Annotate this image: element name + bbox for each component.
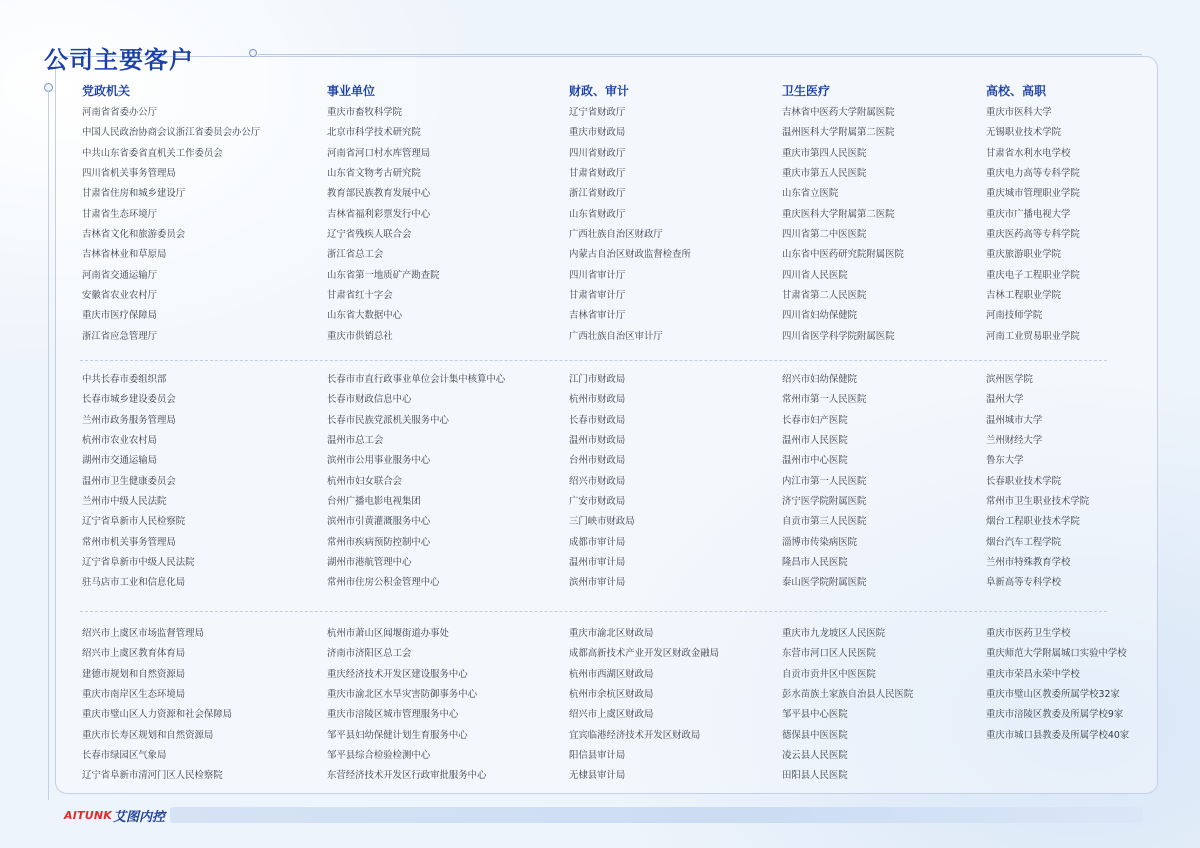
client-list-healthcare-2 bbox=[782, 370, 866, 594]
client-item: 广安市财政局 bbox=[569, 496, 626, 508]
client-item: 辽宁省残疾人联合会 bbox=[327, 229, 412, 241]
title-line-dot bbox=[249, 49, 257, 57]
client-item: 温州医科大学附属第二医院 bbox=[782, 127, 895, 139]
client-item: 邹平县妇幼保健计划生育服务中心 bbox=[327, 729, 468, 741]
client-list-finance-audit-1 bbox=[569, 103, 691, 347]
client-item: 自贡市贡井区中医医院 bbox=[782, 668, 876, 680]
client-list-party-government-1 bbox=[82, 103, 260, 347]
client-item: 济宁医学院附属医院 bbox=[782, 496, 867, 508]
client-item: 甘肃省审计厅 bbox=[569, 290, 626, 302]
column-header-healthcare: 卫生医疗 bbox=[782, 84, 831, 98]
client-item: 重庆市第五人民医院 bbox=[782, 168, 867, 180]
client-item: 济南市济阳区总工会 bbox=[327, 648, 412, 660]
page-title: 公司主要客户 bbox=[44, 46, 194, 74]
client-item: 安徽省农业农村厅 bbox=[82, 290, 158, 302]
client-item: 重庆经济技术开发区建设服务中心 bbox=[327, 668, 468, 680]
client-item: 河南省交通运输厅 bbox=[82, 269, 158, 281]
client-item: 甘肃省住房和城乡建设厅 bbox=[82, 188, 186, 200]
client-item: 台州广播电影电视集团 bbox=[327, 496, 421, 508]
client-item: 甘肃省水利水电学校 bbox=[986, 147, 1071, 159]
client-item: 三门峡市财政局 bbox=[569, 516, 635, 528]
client-item: 杭州市财政局 bbox=[569, 394, 626, 406]
client-item: 长春职业技术学院 bbox=[986, 475, 1062, 487]
client-item: 建德市规划和自然资源局 bbox=[82, 668, 186, 680]
client-item: 湖州市港航管理中心 bbox=[327, 557, 412, 569]
client-item: 烟台工程职业技术学院 bbox=[986, 516, 1080, 528]
client-item: 重庆医药高等专科学院 bbox=[986, 229, 1080, 241]
client-item: 烟台汽车工程学院 bbox=[986, 536, 1062, 548]
client-item: 辽宁省阜新市中级人民法院 bbox=[82, 557, 195, 569]
client-item: 辽宁省阜新市清河门区人民检察院 bbox=[82, 770, 223, 782]
client-item: 田阳县人民医院 bbox=[782, 770, 848, 782]
client-item: 山东省第一地质矿产勘查院 bbox=[327, 269, 440, 281]
client-item: 重庆市涪陵区城市管理服务中心 bbox=[327, 709, 459, 721]
client-item: 成都高新技术产业开发区财政金融局 bbox=[569, 648, 720, 660]
client-item: 重庆市渝北区水旱灾害防御事务中心 bbox=[327, 689, 478, 701]
client-item: 常州市卫生职业技术学院 bbox=[986, 496, 1090, 508]
client-item: 重庆市医疗保障局 bbox=[82, 310, 158, 322]
client-item: 重庆市涪陵区教委及所属学校9家 bbox=[986, 709, 1124, 721]
company-logo bbox=[64, 805, 165, 825]
client-item: 甘肃省生态环境厅 bbox=[82, 208, 158, 220]
client-item: 阜新高等专科学校 bbox=[986, 577, 1062, 589]
client-item: 重庆市医药卫生学校 bbox=[986, 628, 1071, 639]
side-decor-line bbox=[48, 90, 49, 800]
client-item: 山东省文物考古研究院 bbox=[327, 168, 421, 180]
client-item: 长春市城乡建设委员会 bbox=[82, 394, 176, 406]
client-item: 重庆市长寿区规划和自然资源局 bbox=[82, 729, 214, 741]
client-item: 杭州市萧山区闻堰街道办事处 bbox=[327, 628, 449, 639]
client-item: 成都市审计局 bbox=[569, 536, 626, 548]
client-item: 温州市总工会 bbox=[327, 435, 384, 447]
client-list-party-government-3 bbox=[82, 624, 232, 787]
client-item: 河南技师学院 bbox=[986, 310, 1043, 322]
client-item: 重庆市第四人民医院 bbox=[782, 147, 867, 159]
client-item: 广西壮族自治区财政厅 bbox=[569, 229, 663, 241]
client-item: 广西壮族自治区审计厅 bbox=[569, 330, 663, 342]
client-item: 吉林省福利彩票发行中心 bbox=[327, 208, 431, 220]
client-item: 吉林省中医药大学附属医院 bbox=[782, 107, 895, 118]
client-item: 长春市财政局 bbox=[569, 414, 626, 426]
client-list-public-institutions-3 bbox=[327, 624, 486, 787]
client-item: 长春市民族党派机关服务中心 bbox=[327, 414, 449, 426]
client-item: 四川省第二中医医院 bbox=[782, 229, 867, 241]
column-header-colleges: 高校、高职 bbox=[986, 84, 1047, 98]
client-item: 常州市机关事务管理局 bbox=[82, 536, 176, 548]
client-item: 无棣县审计局 bbox=[569, 770, 626, 782]
client-item: 自贡市第三人民医院 bbox=[782, 516, 867, 528]
client-item: 重庆市南岸区生态环境局 bbox=[82, 689, 186, 701]
client-item: 内蒙古自治区财政监督检查所 bbox=[569, 249, 691, 261]
client-item: 内江市第一人民医院 bbox=[782, 475, 867, 487]
client-item: 凌云县人民医院 bbox=[782, 750, 848, 762]
client-item: 淄博市传染病医院 bbox=[782, 536, 858, 548]
client-item: 北京市科学技术研究院 bbox=[327, 127, 421, 139]
client-item: 长春市妇产医院 bbox=[782, 414, 848, 426]
client-item: 兰州市中级人民法院 bbox=[82, 496, 167, 508]
column-header-party-government: 党政机关 bbox=[82, 84, 131, 98]
client-item: 滨州市审计局 bbox=[569, 577, 626, 589]
client-item: 河南省河口村水库管理局 bbox=[327, 147, 431, 159]
client-item: 重庆师范大学附属城口实验中学校 bbox=[986, 648, 1127, 660]
group-divider-2 bbox=[80, 611, 1107, 612]
client-item: 温州城市大学 bbox=[986, 414, 1043, 426]
client-item: 四川省机关事务管理局 bbox=[82, 168, 176, 180]
client-item: 常州市疾病预防控制中心 bbox=[327, 536, 431, 548]
client-item: 重庆市供销总社 bbox=[327, 330, 393, 342]
title-divider-line bbox=[258, 54, 1142, 55]
client-item: 宜宾临港经济技术开发区财政局 bbox=[569, 729, 701, 741]
client-item: 重庆市城口县教委及所属学校40家 bbox=[986, 729, 1130, 741]
client-item: 中共长春市委组织部 bbox=[82, 374, 167, 385]
client-list-healthcare-3 bbox=[782, 624, 913, 787]
client-item: 中国人民政治协商会议浙江省委员会办公厅 bbox=[82, 127, 261, 139]
column-header-public-institutions: 事业单位 bbox=[327, 84, 376, 98]
client-list-colleges-2 bbox=[986, 370, 1089, 594]
client-item: 东营经济技术开发区行政审批服务中心 bbox=[327, 770, 487, 782]
client-item: 温州市审计局 bbox=[569, 557, 626, 569]
client-list-public-institutions-2 bbox=[327, 370, 505, 594]
client-item: 河南工业贸易职业学院 bbox=[986, 330, 1080, 342]
footer-band bbox=[170, 807, 1143, 823]
client-item: 重庆市财政局 bbox=[569, 127, 626, 139]
client-item: 泰山医学院附属医院 bbox=[782, 577, 867, 589]
client-item: 吉林省文化和旅游委员会 bbox=[82, 229, 186, 241]
logo-text-en: AITUNK bbox=[64, 808, 112, 822]
client-item: 重庆医科大学附属第二医院 bbox=[782, 208, 895, 220]
client-item: 浙江省总工会 bbox=[327, 249, 384, 261]
client-item: 绍兴市上虞区市场监督管理局 bbox=[82, 628, 204, 639]
client-item: 兰州市特殊教育学校 bbox=[986, 557, 1071, 569]
client-list-finance-audit-2 bbox=[569, 370, 635, 594]
client-item: 温州市财政局 bbox=[569, 435, 626, 447]
client-item: 吉林工程职业学院 bbox=[986, 290, 1062, 302]
client-item: 重庆市畜牧科学院 bbox=[327, 107, 403, 118]
client-item: 吉林省林业和草原局 bbox=[82, 249, 167, 261]
client-item: 驻马店市工业和信息化局 bbox=[82, 577, 186, 589]
client-item: 绍兴市妇幼保健院 bbox=[782, 374, 858, 385]
logo-text-cn: 艾图内控 bbox=[112, 809, 165, 825]
column-header-finance-audit: 财政、审计 bbox=[569, 84, 630, 98]
client-item: 浙江省财政厅 bbox=[569, 188, 626, 200]
client-item: 滨州市引黄灌溉服务中心 bbox=[327, 516, 431, 528]
client-item: 河南省省委办公厅 bbox=[82, 107, 158, 118]
client-item: 重庆城市管理职业学院 bbox=[986, 188, 1080, 200]
client-item: 吉林省审计厅 bbox=[569, 310, 626, 322]
client-item: 温州市人民医院 bbox=[782, 435, 848, 447]
client-item: 四川省妇幼保健院 bbox=[782, 310, 858, 322]
client-item: 常州市住房公积金管理中心 bbox=[327, 577, 440, 589]
client-item: 浙江省应急管理厅 bbox=[82, 330, 158, 342]
client-item: 山东省财政厅 bbox=[569, 208, 626, 220]
client-item: 常州市第一人民医院 bbox=[782, 394, 867, 406]
client-item: 邹平县中心医院 bbox=[782, 709, 848, 721]
client-item: 温州市卫生健康委员会 bbox=[82, 475, 176, 487]
client-list-healthcare-1 bbox=[782, 103, 904, 347]
client-item: 重庆旅游职业学院 bbox=[986, 249, 1062, 261]
client-item: 辽宁省财政厅 bbox=[569, 107, 626, 118]
client-item: 阳信县审计局 bbox=[569, 750, 626, 762]
client-list-public-institutions-1 bbox=[327, 103, 440, 347]
client-item: 重庆市璧山区人力资源和社会保障局 bbox=[82, 709, 233, 721]
client-item: 杭州市妇女联合会 bbox=[327, 475, 403, 487]
client-item: 邹平县综合检验检测中心 bbox=[327, 750, 431, 762]
client-item: 温州大学 bbox=[986, 394, 1024, 406]
client-item: 重庆市璧山区教委所属学校32家 bbox=[986, 689, 1120, 701]
client-item: 江门市财政局 bbox=[569, 374, 626, 385]
group-divider-1 bbox=[80, 360, 1107, 361]
client-item: 湖州市交通运输局 bbox=[82, 455, 158, 467]
client-item: 教育部民族教育发展中心 bbox=[327, 188, 431, 200]
client-item: 重庆市医科大学 bbox=[986, 107, 1052, 118]
client-item: 绍兴市财政局 bbox=[569, 475, 626, 487]
client-item: 长春市绿园区气象局 bbox=[82, 750, 167, 762]
client-item: 彭水苗族土家族自治县人民医院 bbox=[782, 689, 914, 701]
client-item: 重庆市渝北区财政局 bbox=[569, 628, 654, 639]
client-item: 兰州市政务服务管理局 bbox=[82, 414, 176, 426]
client-item: 长春市财政信息中心 bbox=[327, 394, 412, 406]
client-item: 四川省医学科学院附属医院 bbox=[782, 330, 895, 342]
client-item: 鲁东大学 bbox=[986, 455, 1024, 467]
client-item: 杭州市西湖区财政局 bbox=[569, 668, 654, 680]
client-item: 山东省大数据中心 bbox=[327, 310, 403, 322]
client-item: 重庆市九龙坡区人民医院 bbox=[782, 628, 886, 639]
client-item: 甘肃省财政厅 bbox=[569, 168, 626, 180]
client-item: 兰州财经大学 bbox=[986, 435, 1043, 447]
client-item: 杭州市农业农村局 bbox=[82, 435, 158, 447]
client-list-finance-audit-3 bbox=[569, 624, 719, 787]
client-item: 甘肃省红十字会 bbox=[327, 290, 393, 302]
client-item: 四川省财政厅 bbox=[569, 147, 626, 159]
client-item: 杭州市余杭区财政局 bbox=[569, 689, 654, 701]
client-list-colleges-3 bbox=[986, 624, 1129, 746]
client-item: 无锡职业技术学院 bbox=[986, 127, 1062, 139]
client-item: 隆昌市人民医院 bbox=[782, 557, 848, 569]
client-item: 山东省中医药研究院附属医院 bbox=[782, 249, 904, 261]
client-item: 重庆电子工程职业学院 bbox=[986, 269, 1080, 281]
client-item: 德保县中医医院 bbox=[782, 729, 848, 741]
client-item: 长春市市直行政事业单位会计集中核算中心 bbox=[327, 374, 506, 385]
client-item: 重庆市荣昌永荣中学校 bbox=[986, 668, 1080, 680]
client-item: 重庆市广播电视大学 bbox=[986, 208, 1071, 220]
client-item: 台州市财政局 bbox=[569, 455, 626, 467]
client-list-party-government-2 bbox=[82, 370, 195, 594]
client-item: 滨州市公用事业服务中心 bbox=[327, 455, 431, 467]
client-item: 绍兴市上虞区财政局 bbox=[569, 709, 654, 721]
client-item: 滨州医学院 bbox=[986, 374, 1033, 385]
client-item: 温州市中心医院 bbox=[782, 455, 848, 467]
client-item: 中共山东省委省直机关工作委员会 bbox=[82, 147, 223, 159]
client-item: 东营市河口区人民医院 bbox=[782, 648, 876, 660]
client-item: 山东省立医院 bbox=[782, 188, 839, 200]
client-item: 绍兴市上虞区教育体育局 bbox=[82, 648, 186, 660]
client-item: 四川省人民医院 bbox=[782, 269, 848, 281]
client-item: 四川省审计厅 bbox=[569, 269, 626, 281]
client-item: 重庆电力高等专科学院 bbox=[986, 168, 1080, 180]
client-list-colleges-1 bbox=[986, 103, 1080, 347]
client-item: 辽宁省阜新市人民检察院 bbox=[82, 516, 186, 528]
client-item: 甘肃省第二人民医院 bbox=[782, 290, 867, 302]
